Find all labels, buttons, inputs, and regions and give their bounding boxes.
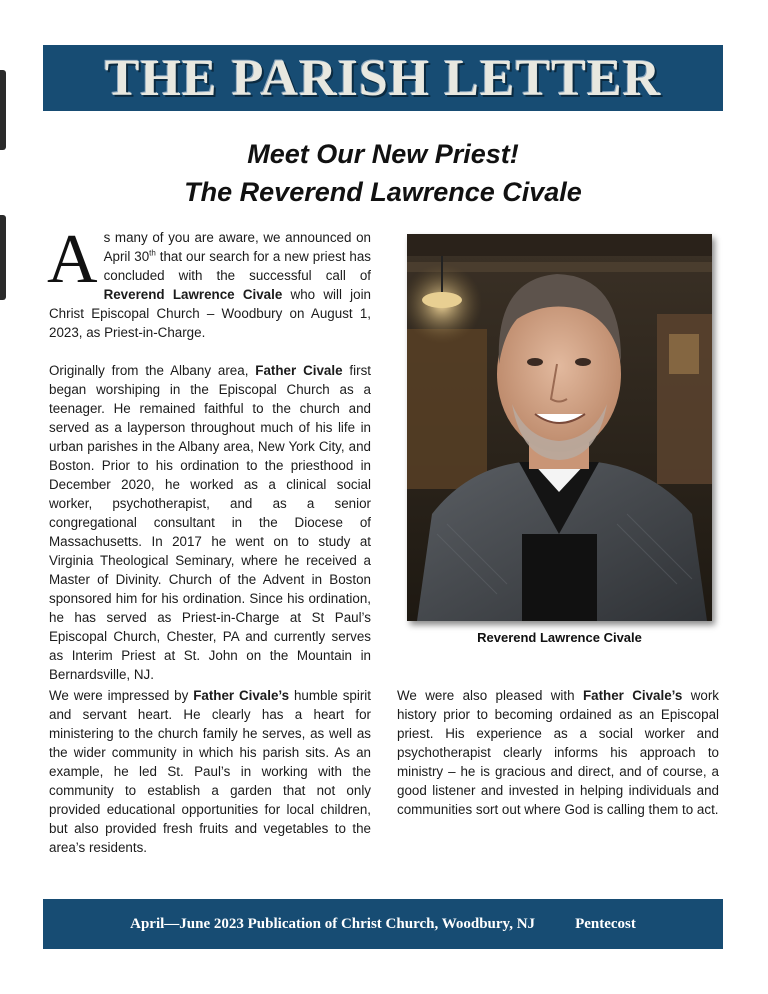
footer-publication: April—June 2023 Publication of Christ Church, Woodbury, NJ	[130, 915, 536, 932]
article-column-left	[47, 221, 372, 703]
masthead-title: THE PARISH LETTER	[104, 49, 662, 107]
footer-banner	[43, 899, 723, 949]
article-column-right-lower	[397, 686, 719, 838]
page-edge-mark-bottom	[0, 215, 6, 300]
footer-season: Pentecost	[575, 915, 636, 932]
article-paragraph-4: We were also pleased with Father Civale’s work history prior to becoming ordained as an Episcopal priest. His experience as a social worker and psychotherapist clearly informs his approach to ministry – he is gracious and direct, and of course, a good listener and invested in helping individuals and communities sort out where God is calling them to act.	[397, 688, 719, 817]
article-paragraph-2: Originally from the Albany area, Father Civale first began worshiping in the Episcopal Church as a teenager. He remained faithful to the church and served as a layperson throughout much of his life in urban parishes in the Albany area, New York City, and Boston. Prior to his ordination to the priesthood in December 2020, he worked as a clinical social worker, psychotherapist, and as a senior congregational consultant in the Diocese of Massachusetts. In 2017 he went on to study at Virginia Theological Seminary, where he received a Master of Divinity. Church of the Advent in Boston sponsored him for his ordination. Since his ordination, he has served as Priest-in-Charge at St Paul’s Episcopal Church, Chester, PA and currently serves as Interim Priest at St. John on the Mountain in Bernardsville, NJ.	[49, 363, 371, 682]
headline-line-2: The Reverend Lawrence Civale	[184, 177, 582, 207]
article-paragraph-3: We were impressed by Father Civale’s humble spirit and servant heart. He clearly has a heart for ministering to the church family he serves, as well as the wider community in which his parish sits. As an example, he led St. Paul’s in working with the community to establish a garden that not only provided educational opportunities for local children, but also provided fresh fruits and vegetables to the area’s residents.	[49, 688, 371, 855]
article-headline	[43, 135, 723, 211]
headline-line-1: Meet Our New Priest!	[247, 139, 519, 169]
article-column-left-lower	[49, 686, 371, 876]
priest-photo	[407, 234, 712, 621]
priest-portrait-image	[407, 234, 712, 621]
masthead-banner	[43, 45, 723, 111]
photo-caption: Reverend Lawrence Civale	[477, 630, 642, 645]
page-edge-mark-top	[0, 70, 6, 150]
article-paragraph-1: As many of you are aware, we announced on April 30th that our search for a new priest has concluded with the successful call of Reverend Lawrence Civale who will join Christ Episcopal Church – Woodbury on August 1, 2023, as Priest-in-Charge.	[47, 221, 372, 340]
priest-name-bold: Reverend Lawrence Civale	[103, 287, 283, 302]
drop-cap: A	[47, 221, 98, 298]
